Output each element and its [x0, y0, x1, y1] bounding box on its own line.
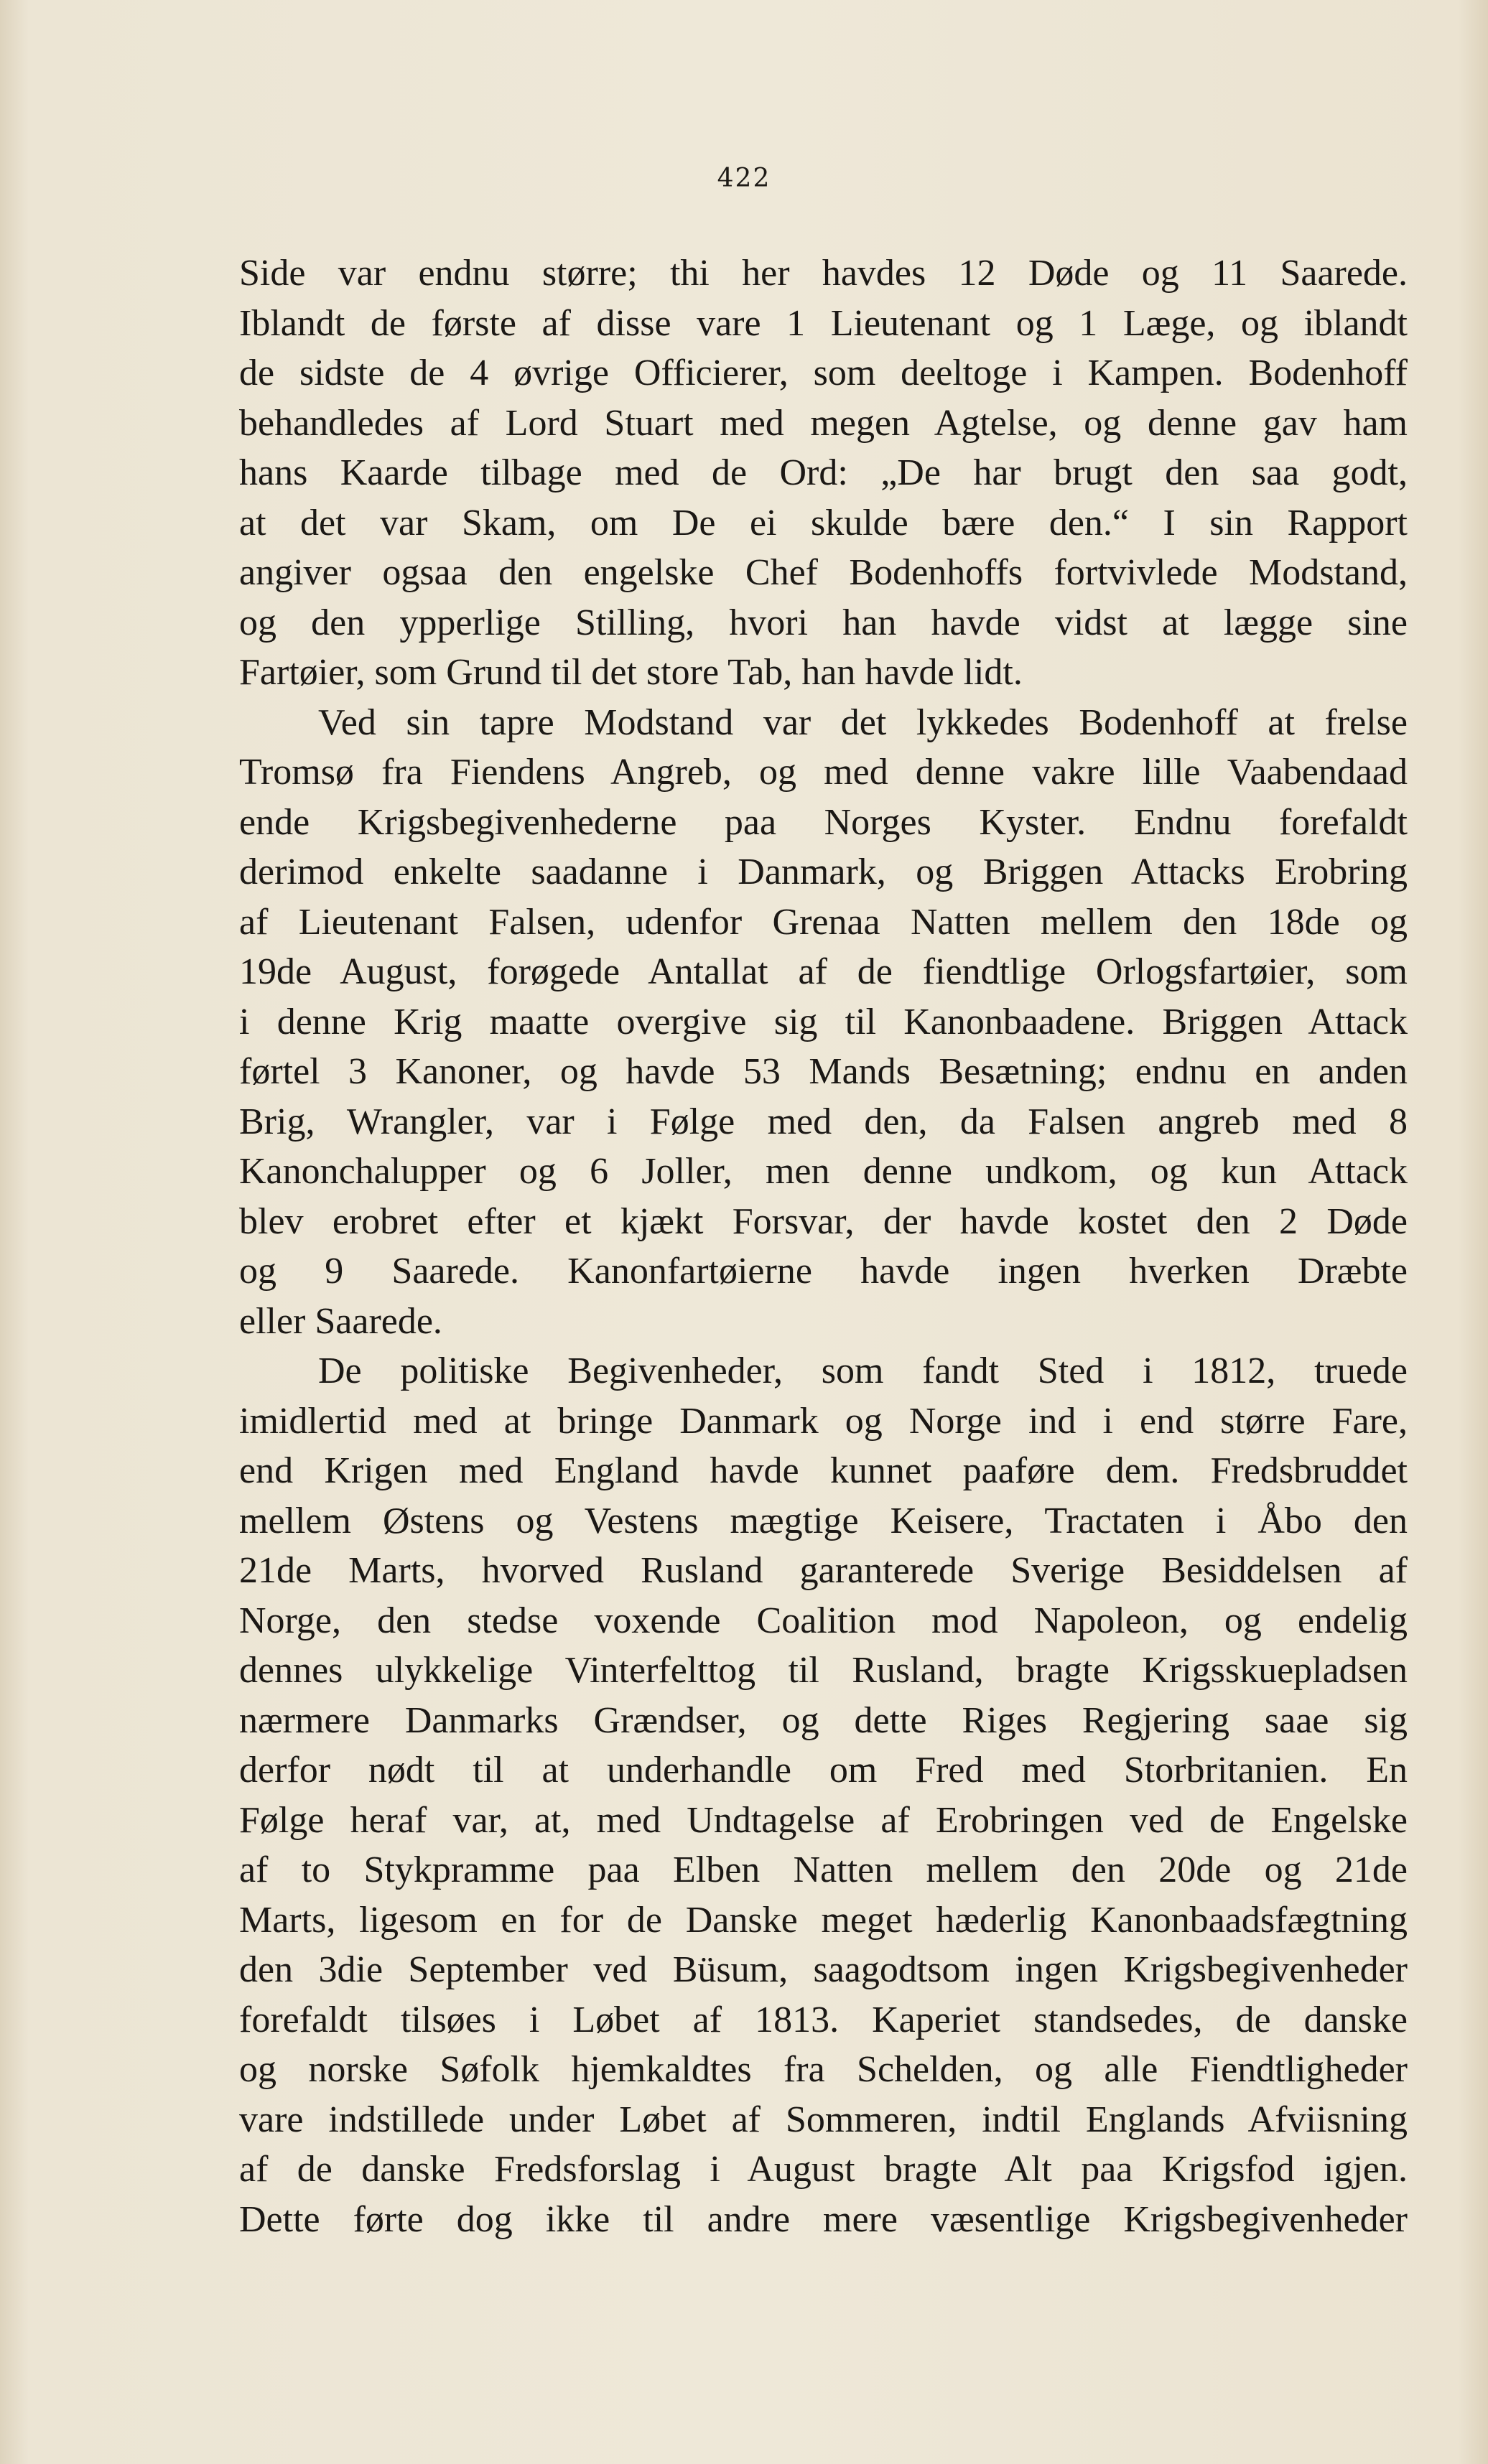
text-line: de sidste de 4 øvrige Officierer, som deeltoge i Kampen. Bodenhoff	[239, 353, 1408, 393]
text-line: Fartøier, som Grund til det store Tab, han havde lidt.	[239, 652, 1023, 693]
text-line: mellem Østens og Vestens mægtige Keisere, Tractaten i Åbo den	[239, 1500, 1408, 1541]
text-line: eller Saarede.	[239, 1300, 442, 1342]
page-number: 422	[717, 164, 771, 193]
text-line: blev erobret efter et kjækt Forsvar, der havde kostet den 2 Døde	[239, 1200, 1408, 1242]
text-line: i denne Krig maatte overgive sig til Kanonbaadene. Briggen Attack	[239, 1001, 1408, 1042]
text-line: Iblandt de første af disse vare 1 Lieutenant og 1 Læge, og iblandt	[239, 302, 1408, 344]
text-line: Ved sin tapre Modstand var det lykkedes Bodenhoff at frelse	[318, 701, 1408, 743]
text-line: nærmere Danmarks Grændser, og dette Riges Regjering saae sig	[239, 1699, 1408, 1741]
text-line: at det var Skam, om De ei skulde bære den.“ I sin Rapport	[239, 502, 1408, 543]
text-line: førtel 3 Kanoner, og havde 53 Mands Besætning; endnu en anden	[239, 1051, 1408, 1092]
paragraph	[239, 698, 1408, 1347]
text-line: Marts, ligesom en for de Danske meget hæderlig Kanonbaadsfægtning	[239, 1899, 1408, 1941]
text-line: Kanonchalupper og 6 Joller, men denne undkom, og kun Attack	[239, 1151, 1408, 1192]
text-line: De politiske Begivenheder, som fandt Sted i 1812, truede	[318, 1350, 1408, 1391]
text-line: og norske Søfolk hjemkaldtes fra Schelden, og alle Fiendtligheder	[239, 2049, 1408, 2090]
text-line: ende Krigsbegivenhederne paa Norges Kyster. Endnu forefaldt	[239, 801, 1408, 843]
text-line: derfor nødt til at underhandle om Fred med Storbritanien. En	[239, 1750, 1408, 1791]
text-line: af de danske Fredsforslag i August bragte Alt paa Krigsfod igjen.	[239, 2149, 1408, 2190]
text-line: angiver ogsaa den engelske Chef Bodenhoffs fortvivlede Modstand,	[239, 552, 1408, 593]
text-line: Tromsø fra Fiendens Angreb, og med denne vakre lille Vaabendaad	[239, 752, 1408, 793]
paragraph	[239, 1346, 1408, 2244]
text-line: og den ypperlige Stilling, hvori han havde vidst at lægge sine	[239, 602, 1408, 643]
text-line: af to Stykpramme paa Elben Natten mellem den 20de og 21de	[239, 1849, 1408, 1890]
text-line: Følge heraf var, at, med Undtagelse af Erobringen ved de Engelske	[239, 1799, 1408, 1841]
body-text	[239, 248, 1408, 2244]
text-line: behandledes af Lord Stuart med megen Agtelse, og denne gav ham	[239, 402, 1408, 444]
text-line: 21de Marts, hvorved Rusland garanterede Sverige Besiddelsen af	[239, 1550, 1408, 1591]
text-line: imidlertid med at bringe Danmark og Norge ind i end større Fare,	[239, 1400, 1408, 1442]
text-line: og 9 Saarede. Kanonfartøierne havde ingen hverken Dræbte	[239, 1251, 1408, 1292]
text-line: end Krigen med England havde kunnet paaføre dem. Fredsbruddet	[239, 1450, 1408, 1491]
paragraph	[239, 248, 1408, 698]
text-line: Norge, den stedse voxende Coalition mod Napoleon, og endelig	[239, 1600, 1408, 1641]
text-line: 19de August, forøgede Antallat af de fiendtlige Orlogsfartøier, som	[239, 951, 1408, 992]
text-line: Dette førte dog ikke til andre mere væsentlige Krigsbegivenheder	[239, 2198, 1408, 2240]
text-line: Side var endnu større; thi her havdes 12 Døde og 11 Saarede.	[239, 253, 1408, 294]
text-line: af Lieutenant Falsen, udenfor Grenaa Natten mellem den 18de og	[239, 901, 1408, 943]
text-line: den 3die September ved Büsum, saagodtsom ingen Krigsbegivenheder	[239, 1949, 1408, 1990]
text-line: vare indstillede under Løbet af Sommeren, indtil Englands Afviisning	[239, 2099, 1408, 2140]
text-line: dennes ulykkelige Vinterfelttog til Rusland, bragte Krigsskuepladsen	[239, 1650, 1408, 1691]
text-line: Brig, Wrangler, var i Følge med den, da Falsen angreb med 8	[239, 1101, 1408, 1142]
text-line: derimod enkelte saadanne i Danmark, og Briggen Attacks Erobring	[239, 851, 1408, 892]
text-line: hans Kaarde tilbage med de Ord: „De har brugt den saa godt,	[239, 452, 1408, 493]
text-line: forefaldt tilsøes i Løbet af 1813. Kaperiet standsedes, de danske	[239, 1999, 1408, 2040]
